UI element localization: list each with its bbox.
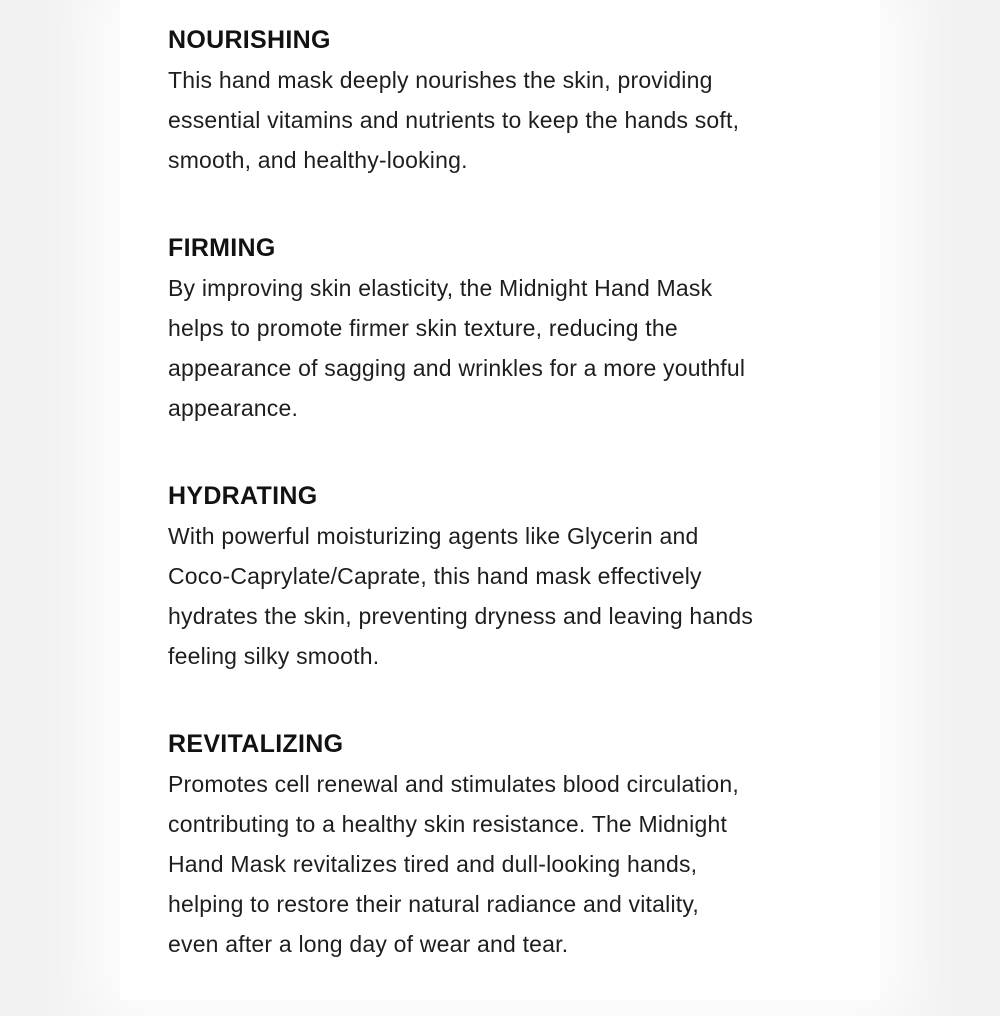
body-line: Coco-Caprylate/Caprate, this hand mask effectively bbox=[168, 563, 702, 589]
body-line: By improving skin elasticity, the Midnight Hand Mask bbox=[168, 275, 713, 301]
section-body bbox=[168, 516, 828, 676]
body-line: feeling silky smooth. bbox=[168, 643, 380, 669]
section-body bbox=[168, 60, 828, 180]
body-line: This hand mask deeply nourishes the skin, providing bbox=[168, 67, 713, 93]
section-heading: REVITALIZING bbox=[168, 730, 344, 758]
section-body bbox=[168, 764, 828, 964]
body-line: contributing to a healthy skin resistance. The Midnight bbox=[168, 811, 728, 837]
benefit-firming bbox=[168, 232, 828, 428]
body-line: helps to promote firmer skin texture, reducing the bbox=[168, 315, 678, 341]
body-line: smooth, and healthy-looking. bbox=[168, 147, 468, 173]
section-heading: NOURISHING bbox=[168, 26, 331, 54]
body-line: even after a long day of wear and tear. bbox=[168, 931, 569, 957]
section-heading: FIRMING bbox=[168, 234, 276, 262]
body-line: hydrates the skin, preventing dryness and leaving hands bbox=[168, 603, 754, 629]
benefit-nourishing bbox=[168, 24, 828, 180]
body-line: appearance. bbox=[168, 395, 299, 421]
benefits-list bbox=[168, 24, 828, 1016]
body-line: appearance of sagging and wrinkles for a more youthful bbox=[168, 355, 746, 381]
section-heading: HYDRATING bbox=[168, 482, 318, 510]
section-body bbox=[168, 268, 828, 428]
body-line: Promotes cell renewal and stimulates blood circulation, bbox=[168, 771, 739, 797]
body-line: Hand Mask revitalizes tired and dull-looking hands, bbox=[168, 851, 698, 877]
document-page bbox=[120, 0, 880, 1000]
benefit-hydrating bbox=[168, 480, 828, 676]
body-line: essential vitamins and nutrients to keep the hands soft, bbox=[168, 107, 740, 133]
body-line: helping to restore their natural radiance and vitality, bbox=[168, 891, 699, 917]
body-line: With powerful moisturizing agents like Glycerin and bbox=[168, 523, 699, 549]
benefit-revitalizing bbox=[168, 728, 828, 964]
